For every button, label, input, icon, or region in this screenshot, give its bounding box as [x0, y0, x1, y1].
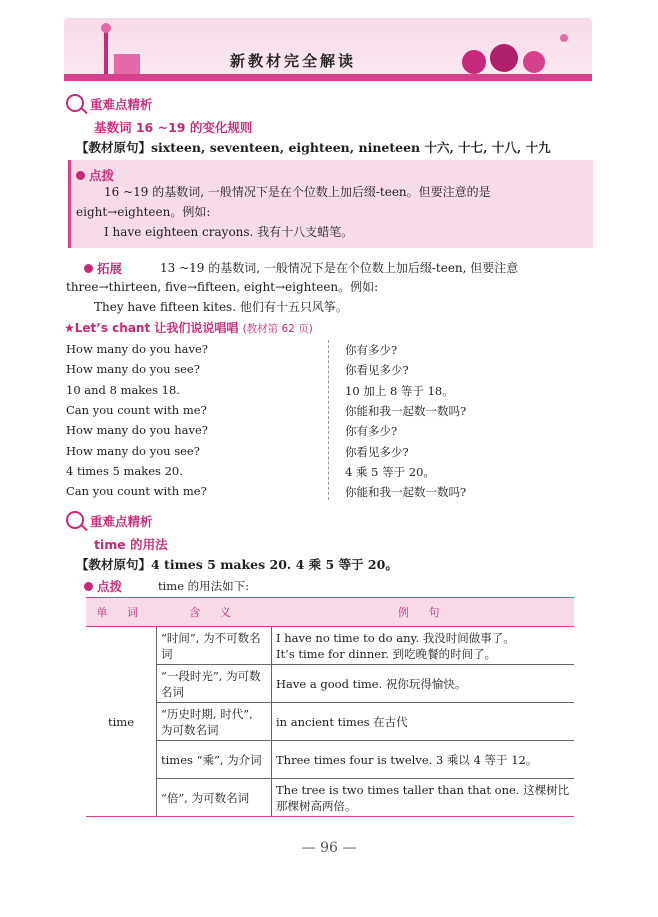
extension-bullet-icon [84, 264, 93, 273]
extension-label-text: 拓展 [97, 261, 123, 276]
chant-line-chinese: 你看见多少? [345, 363, 409, 378]
chant-divider [328, 340, 329, 500]
meaning-cell: “历史时期, 时代”, 为可数名词 [157, 703, 272, 741]
example-cell: The tree is two times taller than that one. 这棵树比那棵树高两倍。 [272, 779, 575, 817]
chant-line-english: 10 and 8 makes 18. [66, 382, 180, 397]
chant-line-english: How many do you see? [66, 443, 200, 458]
chant-line-english: Can you count with me? [66, 402, 207, 417]
chant-line-english: Can you count with me? [66, 484, 207, 499]
example-sentence: I have no time to do any. 我没时间做事了。 [276, 630, 515, 645]
table-row [86, 703, 574, 741]
tree-trunk-decoration [104, 28, 108, 74]
table-row [86, 741, 574, 779]
tip-label-text: 点拨 [89, 168, 115, 183]
table-row [86, 665, 574, 703]
bush-decoration [490, 44, 518, 72]
chant-line-english: 4 times 5 makes 20. [66, 463, 183, 478]
table-row [86, 627, 574, 665]
flower-decoration [101, 23, 111, 33]
section-heading-text: 重难点精析 [90, 514, 153, 529]
tip-text: time 的用法如下: [158, 579, 250, 593]
chant-line-chinese: 你看见多少? [345, 444, 409, 459]
sparkle-decoration [560, 34, 568, 42]
section-subheading: 基数词 16 ~19 的变化规则 [94, 120, 253, 135]
example-cell [272, 627, 575, 665]
table-row [86, 779, 574, 817]
header-title: 新教材完全解读 [230, 52, 357, 70]
tip-bullet-icon [76, 171, 85, 180]
tip-line: I have eighteen crayons. 我有十八支蜡笔。 [104, 225, 354, 239]
chant-heading-text: ★Let’s chant 让我们说说唱唱 [64, 321, 239, 335]
magnifier-icon [66, 511, 84, 529]
chant-line-english: How many do you see? [66, 362, 200, 377]
chant-line-english: How many do you have? [66, 423, 208, 438]
example-cell: Three times four is twelve. 3 乘以 4 等于 12。 [272, 741, 575, 779]
header-stripe [64, 74, 592, 81]
meaning-cell: times “乘”, 为介词 [157, 741, 272, 779]
extension-label [84, 259, 122, 277]
meaning-cell: “时间”, 为不可数名词 [157, 627, 272, 665]
tip-label-text: 点拨 [97, 579, 123, 594]
column-header-meaning: 含 义 [157, 598, 272, 627]
chant-line-chinese: 你能和我一起数一数吗? [345, 403, 467, 418]
extension-line: three→thirteen, five→fifteen, eight→eighteen。例如: [66, 280, 379, 294]
example-cell: in ancient times 在古代 [272, 703, 575, 741]
section-heading [66, 94, 153, 113]
source-sentence: 【教材原句】sixteen, seventeen, eighteen, nineteen 十六, 十七, 十八, 十九 [76, 140, 551, 155]
meaning-cell: “一段时光”, 为可数名词 [157, 665, 272, 703]
section-heading-text: 重难点精析 [90, 97, 153, 112]
tip-label [76, 166, 114, 184]
chant-line-chinese: 4 乘 5 等于 20。 [345, 464, 435, 479]
chant-line-chinese: 你有多少? [345, 343, 398, 357]
tip-line: 16 ~19 的基数词, 一般情况下是在个位数上加后缀-teen。但要注意的是 [104, 185, 491, 199]
bush-decoration [523, 51, 545, 73]
section-subheading: time 的用法 [94, 537, 168, 552]
table-header-row [86, 598, 574, 627]
example-cell: Have a good time. 祝你玩得愉快。 [272, 665, 575, 703]
bush-decoration [462, 50, 486, 74]
chant-line-chinese: 你有多少? [345, 424, 398, 439]
extension-line: They have fifteen kites. 他们有十五只风筝。 [94, 300, 348, 314]
tip-bullet-icon [84, 582, 93, 591]
magnifier-icon [66, 94, 84, 112]
house-decoration [114, 54, 140, 74]
chant-page-reference: (教材第 62 页) [242, 323, 313, 335]
tip-label [84, 577, 122, 595]
page-number: — 96 — [301, 840, 357, 856]
time-usage-table [86, 597, 574, 817]
section-heading [66, 511, 153, 530]
table-word-cell: time [86, 627, 157, 817]
chant-heading [64, 319, 313, 336]
tip-line: eight→eighteen。例如: [76, 205, 211, 219]
source-sentence: 【教材原句】4 times 5 makes 20. 4 乘 5 等于 20。 [76, 557, 398, 572]
chant-line-chinese: 10 加上 8 等于 18。 [345, 383, 454, 398]
example-sentence: It’s time for dinner. 到吃晚餐的时间了。 [276, 646, 497, 661]
meaning-cell: “倍”, 为可数名词 [157, 779, 272, 817]
chant-line-chinese: 你能和我一起数一数吗? [345, 485, 467, 500]
column-header-word: 单 词 [86, 598, 157, 627]
extension-line: 13 ~19 的基数词, 一般情况下是在个位数上加后缀-teen, 但要注意 [160, 261, 519, 275]
column-header-example: 例 句 [272, 598, 575, 627]
chant-line-english: How many do you have? [66, 342, 208, 356]
